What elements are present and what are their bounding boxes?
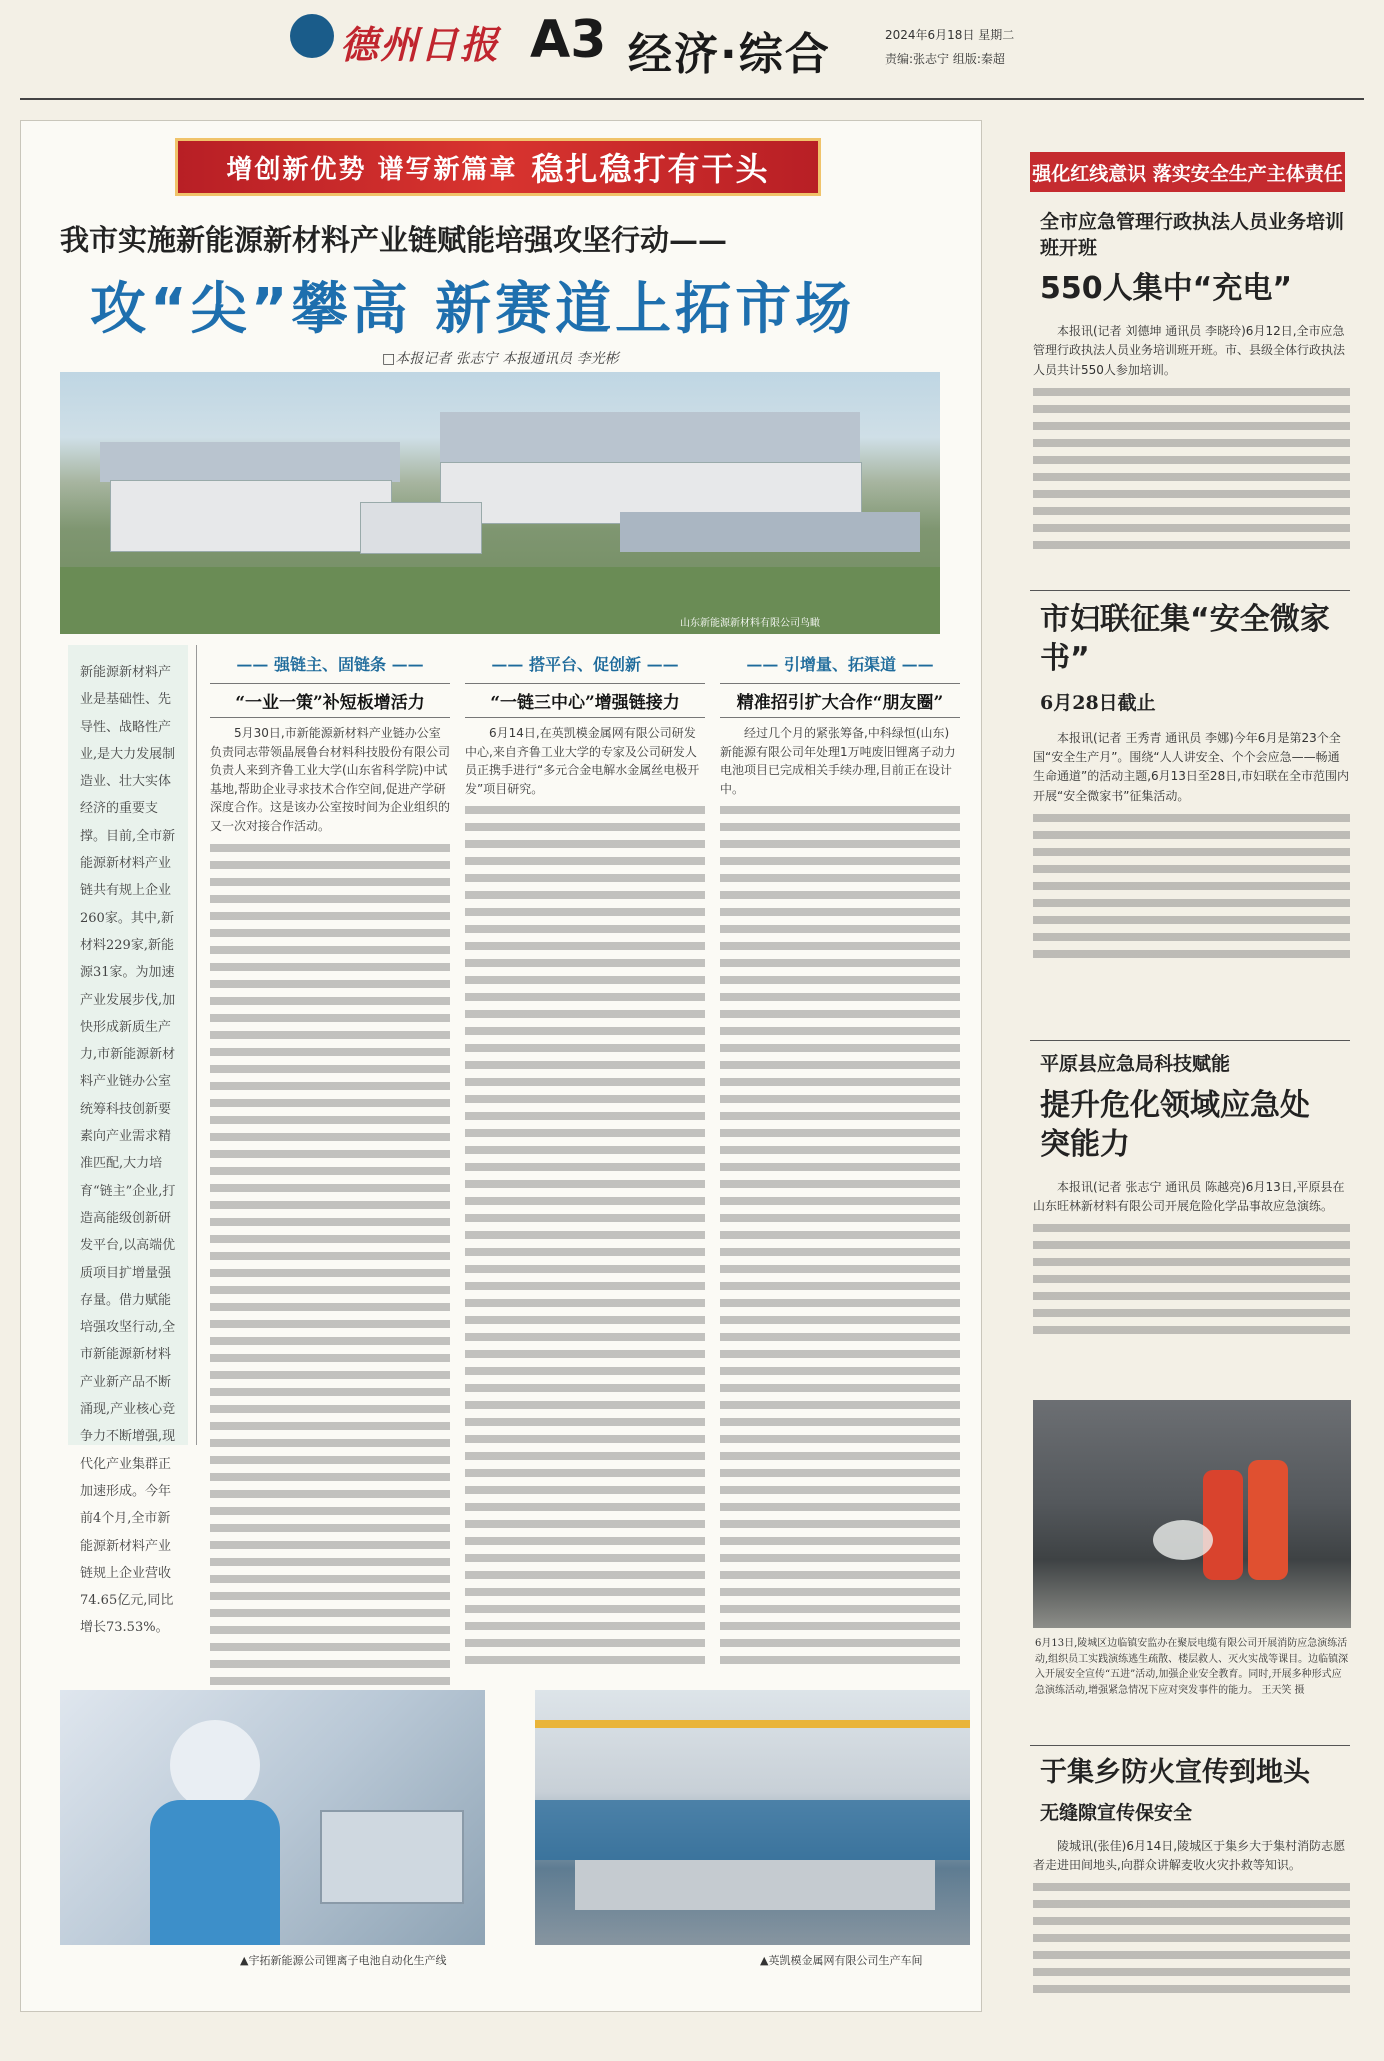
story-fire-body-lines: [1033, 1883, 1350, 1993]
column-3-head: —— 引增量、拓渠道 ——: [746, 655, 934, 674]
story-training-headline: 550人集中“充电”: [1040, 271, 1293, 307]
battery-line-caption: ▲宇拓新能源公司锂离子电池自动化生产线: [240, 1954, 447, 1967]
section-title: 经济·综合: [628, 29, 831, 80]
column-2-body-lines: [465, 806, 705, 1666]
story-hazmat: [1005, 1052, 1365, 1334]
feature-banner: [175, 138, 821, 196]
intro-sidebar: [68, 645, 188, 1636]
feature-headline: 攻“尖”攀高 新赛道上拓市场: [90, 277, 856, 342]
story-training: [1005, 210, 1365, 558]
column-1: [210, 652, 450, 1662]
column-1-head: —— 强链主、固链条 ——: [236, 655, 424, 674]
sidebar-text: 新能源新材料产业是基础性、先导性、战略性产业,是大力发展制造业、壮大实体经济的重要支撑。目前,全市新能源新材料产业链共有规上企业260家。其中,新材料229家,新能源31家。为加速产业发展步伐,加快形成新质生产力,市新能源新材料产业链办公室统筹科技创新要素向产业需求精准匹配,大力培育“链主”企业,打造高能级创新研发平台,以高端优质项目扩增量强存量。借力赋能培强攻坚行动,全市新能源新材料产业新产品不断涌现,产业核心竞争力不断增强,现代化产业集群正加速形成。今年前4个月,全市新能源新材料产业链规上企业营收74.65亿元,同比增长73.53%。: [80, 665, 176, 1636]
battery-line-photo: [60, 1690, 485, 1945]
aerial-photo-caption: 山东新能源新材料有限公司鸟瞰: [680, 618, 820, 629]
column-2-head: —— 搭平台、促创新 ——: [491, 655, 679, 674]
page-number: A3: [530, 10, 607, 70]
workshop-photo: [535, 1690, 970, 1945]
editor-credits: 责编:张志宁 组版:秦超: [885, 52, 1005, 66]
right-divider-3: [1030, 1745, 1350, 1746]
newspaper-name: 德州日报: [340, 22, 501, 67]
newspaper-logo-icon: [290, 14, 334, 58]
banner-right-text: 稳扎稳打有干头: [531, 150, 770, 188]
feature-byline: □本报记者 张志宁 本报通讯员 李光彬: [382, 351, 619, 367]
story-fire-prevention: [1005, 1755, 1365, 1993]
story-training-text: 本报讯(记者 刘德坤 通讯员 李晓玲)6月12日,全市应急管理行政执法人员业务培训班开班。市、县级全体行政执法人员共计550人参加培训。: [1033, 324, 1346, 377]
story-fire-subhead: 无缝隙宣传保安全: [1040, 1802, 1193, 1825]
right-divider-1: [1030, 590, 1350, 591]
story-letters-headline: 市妇联征集“安全微家书”: [1040, 602, 1330, 676]
column-1-text: 5月30日,市新能源新材料产业链办公室负责同志带领晶展鲁台材料科技股份有限公司负责人来到齐鲁工业大学(山东省科学院)中试基地,帮助企业寻求技术合作空间,促进产学研深度合作。这是该办公室按时间为企业组织的又一次对接合作活动。: [210, 726, 451, 833]
story-letters: [1005, 600, 1365, 964]
column-1-body-lines: [210, 844, 450, 1704]
column-2-text: 6月14日,在英凯模金属网有限公司研发中心,来自齐鲁工业大学的专家及公司研发人员正携手进行“多元合金电解水金属丝电极开发”项目研究。: [465, 726, 700, 796]
story-hazmat-text: 本报讯(记者 张志宁 通讯员 陈越亮)6月13日,平原县在山东旺林新材料有限公司开展危险化学品事故应急演练。: [1033, 1179, 1345, 1213]
fire-drill-caption: 6月13日,陵城区边临镇安监办在聚辰电缆有限公司开展消防应急演练活动,组织员工实践演练逃生疏散、楼层救人、灭火实战等课目。边临镇深入开展安全宣传“五进”活动,加强企业安全教育。同时,开展多种形式应急演练活动,增强紧急情况下应对突发事件的能力。 王天笑 摄: [1035, 1638, 1349, 1696]
story-training-kicker: 全市应急管理行政执法人员业务培训班开班: [1040, 211, 1345, 259]
column-3-text: 经过几个月的紧张筹备,中科绿恒(山东)新能源有限公司年处理1万吨废旧锂离子动力电池项目已完成相关手续办理,目前正在设计中。: [720, 726, 956, 796]
right-divider-2: [1030, 1040, 1350, 1041]
story-letters-body-lines: [1033, 814, 1350, 964]
column-3: [720, 652, 960, 1662]
masthead-divider: [20, 98, 1364, 100]
safety-banner: 强化红线意识 落实安全生产主体责任: [1030, 152, 1345, 192]
column-3-subhead: 精准招引扩大合作“朋友圈”: [720, 683, 960, 718]
issue-date: 2024年6月18日 星期二: [885, 28, 1015, 42]
column-1-subhead: “一业一策”补短板增活力: [210, 683, 450, 718]
story-fire-headline: 于集乡防火宣传到地头: [1040, 1757, 1310, 1788]
masthead: [0, 0, 1384, 88]
column-2-subhead: “一链三中心”增强链接力: [465, 683, 705, 718]
story-letters-subhead: 6月28日截止: [1040, 692, 1156, 714]
sidebar-divider: [196, 645, 197, 1445]
story-training-body-lines: [1033, 388, 1350, 558]
aerial-factory-photo: [60, 372, 940, 634]
column-3-body-lines: [720, 806, 960, 1666]
story-letters-text: 本报讯(记者 王秀青 通讯员 李娜)今年6月是第23个全国“安全生产月”。围绕“人人讲安全、个个会应急——畅通生命通道”的活动主题,6月13日至28日,市妇联在全市范围内开展“安全微家书”征集活动。: [1033, 731, 1350, 803]
story-hazmat-headline: 提升危化领域应急处突能力: [1040, 1087, 1310, 1162]
fire-drill-photo: [1033, 1400, 1351, 1628]
story-hazmat-body-lines: [1033, 1224, 1350, 1334]
story-fire-text: 陵城讯(张佳)6月14日,陵城区于集乡大于集村消防志愿者走进田间地头,向群众讲解麦收火灾扑救等知识。: [1033, 1839, 1346, 1873]
workshop-caption: ▲英凯模金属网有限公司生产车间: [760, 1954, 923, 1967]
banner-left-text: 增创新优势 谱写新篇章: [226, 154, 518, 185]
column-2: [465, 652, 705, 1662]
story-hazmat-kicker: 平原县应急局科技赋能: [1040, 1053, 1231, 1075]
feature-kicker: 我市实施新能源新材料产业链赋能培强攻坚行动——: [60, 223, 728, 257]
